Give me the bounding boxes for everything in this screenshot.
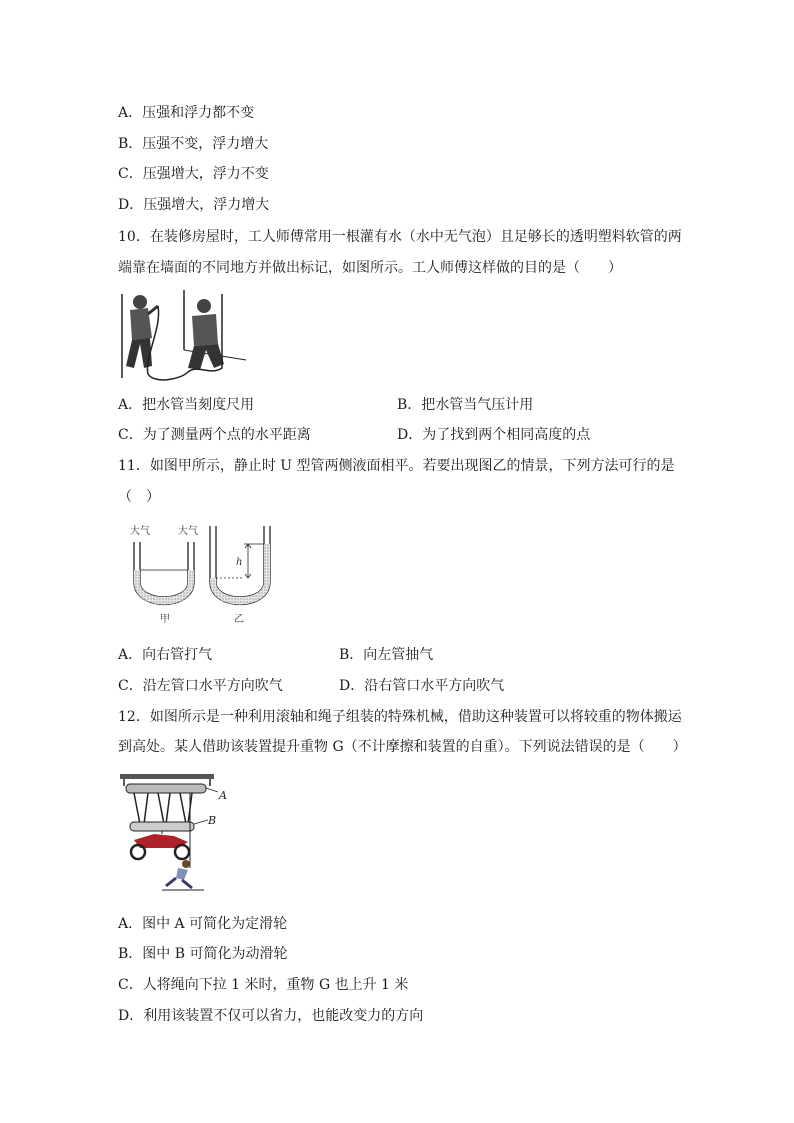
- q11-option-d: D．沿右管口水平方向吹气: [339, 678, 505, 694]
- q11-option-c: C．沿左管口水平方向吹气: [118, 678, 283, 694]
- q10-stem-line1: 10．在装修房屋时，工人师傅常用一根灌有水（水中无气泡）且足够长的透明塑料软管的两: [118, 229, 682, 245]
- q12-option-d: D．利用该装置不仅可以省力，也能改变力的方向: [118, 1008, 424, 1024]
- q9-option-a: A．压强和浮力都不变: [118, 105, 255, 121]
- q9-option-b: B．压强不变，浮力增大: [118, 136, 269, 152]
- q11-h-label: h: [236, 557, 243, 568]
- q11-stem-line2: （ ）: [118, 489, 160, 505]
- q10-workers-figure: [118, 288, 248, 384]
- q12-option-c: C．人将绳向下拉 1 米时，重物 G 也上升 1 米: [118, 977, 409, 993]
- q11-option-b: B．向左管抽气: [339, 647, 434, 663]
- q11-air-left-label: 大气: [130, 526, 150, 537]
- q12-stem-line1: 12．如图所示是一种利用滚轴和绳子组装的特殊机械，借助这种装置可以将较重的物体搬运: [118, 709, 682, 725]
- q11-jia-label: 甲: [160, 614, 170, 625]
- q11-air-right-label: 大气: [178, 526, 198, 537]
- q12-roller-machine-figure: [118, 772, 230, 894]
- q11-option-a: A．向右管打气: [118, 647, 213, 663]
- q12-stem-line2: 到高处。某人借助该装置提升重物 G（不计摩擦和装置的自重）。下列说法错误的是（ ）: [118, 739, 687, 755]
- q9-option-d: D．压强增大，浮力增大: [118, 197, 270, 213]
- q10-stem-line2: 端靠在墙面的不同地方并做出标记，如图所示。工人师傅这样做的目的是（ ）: [118, 260, 622, 276]
- q11-stem-line1: 11．如图甲所示，静止时 U 型管两侧液面相平。若要出现图乙的情景，下列方法可行的是: [118, 458, 675, 474]
- q10-option-b: B．把水管当气压计用: [397, 397, 534, 413]
- q10-option-d: D．为了找到两个相同高度的点: [397, 427, 591, 443]
- q12-option-b: B．图中 B 可简化为动滑轮: [118, 946, 288, 962]
- q12-label-b: B: [208, 814, 217, 827]
- q10-option-a: A．把水管当刻度尺用: [118, 397, 255, 413]
- q11-yi-label: 乙: [234, 614, 244, 625]
- q12-label-a: A: [219, 789, 227, 802]
- q9-option-c: C．压强增大，浮力不变: [118, 166, 269, 182]
- q12-option-a: A．图中 A 可简化为定滑轮: [118, 916, 288, 932]
- q10-option-c: C．为了测量两个点的水平距离: [118, 427, 311, 443]
- q11-u-tube-figure: [126, 520, 276, 625]
